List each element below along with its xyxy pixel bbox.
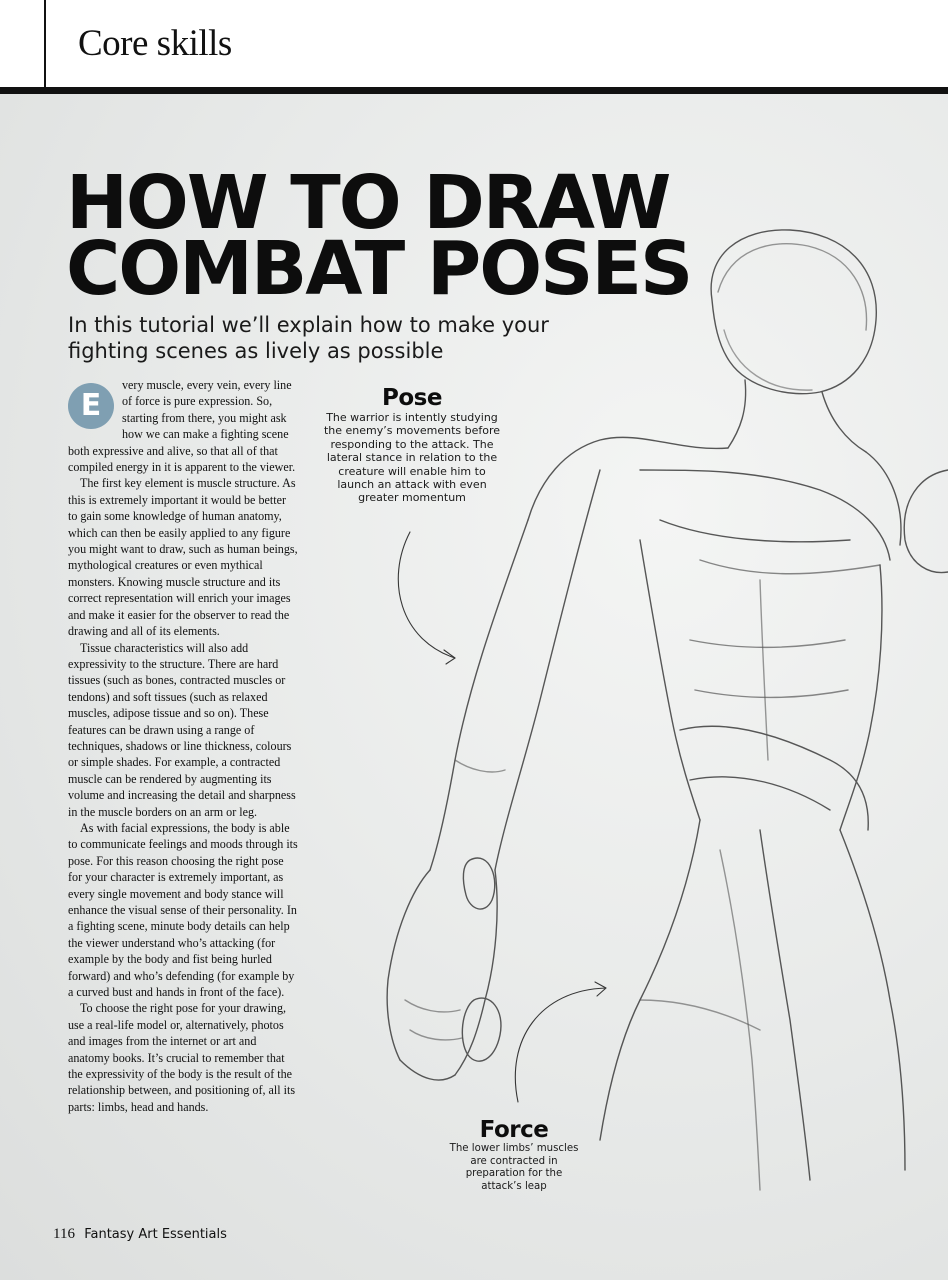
title-line-2: COMBAT POSES bbox=[66, 226, 692, 312]
callout-pose-text: The warrior is intently studying the enemy’s movements before responding to the attack. The lateral stance in relation to the creature will enable him to launch an attack with even greater momentum bbox=[323, 411, 501, 505]
callout-force-text: The lower limbs’ muscles are contracted in preparation for the attack’s leap bbox=[449, 1143, 579, 1192]
body-paragraph-2: The first key element is muscle structure. As this is extremely important it would be better to gain some knowledge of human anatomy, which can then be easily applied to any figure you might want to draw, such as human beings, mythological creatures or even mythical monsters. Knowing muscle structure and its correct representation will enrich your images and make it easier for the observer to read the drawing and all of its elements. bbox=[68, 476, 298, 639]
body-paragraph-5: To choose the right pose for your drawing, use a real-life model or, alternatively, photos and images from the internet or art and anatomy books. It’s crucial to remember that the expressivity of the body is the result of the relationship between, and positioning of, all its parts: limbs, head and hands. bbox=[68, 1001, 296, 1114]
page-footer bbox=[53, 1226, 227, 1243]
title-line-1: HOW TO DRAW bbox=[66, 160, 670, 246]
callout-force-title: Force bbox=[479, 1117, 549, 1143]
pose-arrow bbox=[398, 532, 455, 664]
drop-cap: E bbox=[68, 383, 114, 429]
warrior-figure-sketch bbox=[387, 230, 948, 1190]
callout-pose bbox=[322, 385, 502, 505]
body-paragraph-3: Tissue characteristics will also add expressivity to the structure. There are hard tissues (such as bones, contracted muscles or tendons) and soft tissues (such as relaxed muscles, adipose tissue and so on). These features can be drawn using a range of techniques, shadows or line thickness, colours or simple shades. For example, a contracted muscle can be rendered by augmenting its volume and increasing the detail and sharpness in the muscle borders on an arm or leg. bbox=[68, 640, 296, 819]
callout-force bbox=[444, 1117, 584, 1193]
section-label: Core skills bbox=[78, 23, 232, 64]
body-paragraph-1: E very muscle, every vein, every line of force is pure expression. So, starting from there, you might ask how we can make a fighting scene both expressive and alive, so that all of that compiled energy in it is apparent to the viewer. bbox=[68, 378, 296, 475]
body-paragraph-4: As with facial expressions, the body is able to communicate feelings and moods through its pose. For this reason choosing the right pose for your character is extremely important, as every single movement and body stance will enhance the visual sense of their personality. In a fighting scene, minute body details can help the viewer understand who’s attacking (for example by the body and fist being hurled forward) and who’s defending (for example by a curved bust and hands in front of the face). bbox=[68, 820, 298, 1000]
standfirst: In this tutorial we’ll explain how to make your fighting scenes as lively as possible bbox=[68, 313, 549, 363]
body-text-column bbox=[68, 377, 298, 1115]
force-arrow bbox=[515, 982, 606, 1102]
callout-pose-title: Pose bbox=[382, 385, 442, 411]
page-number: 116 bbox=[53, 1226, 75, 1242]
article-title bbox=[66, 160, 692, 312]
publication-title: Fantasy Art Essentials bbox=[84, 1227, 227, 1242]
